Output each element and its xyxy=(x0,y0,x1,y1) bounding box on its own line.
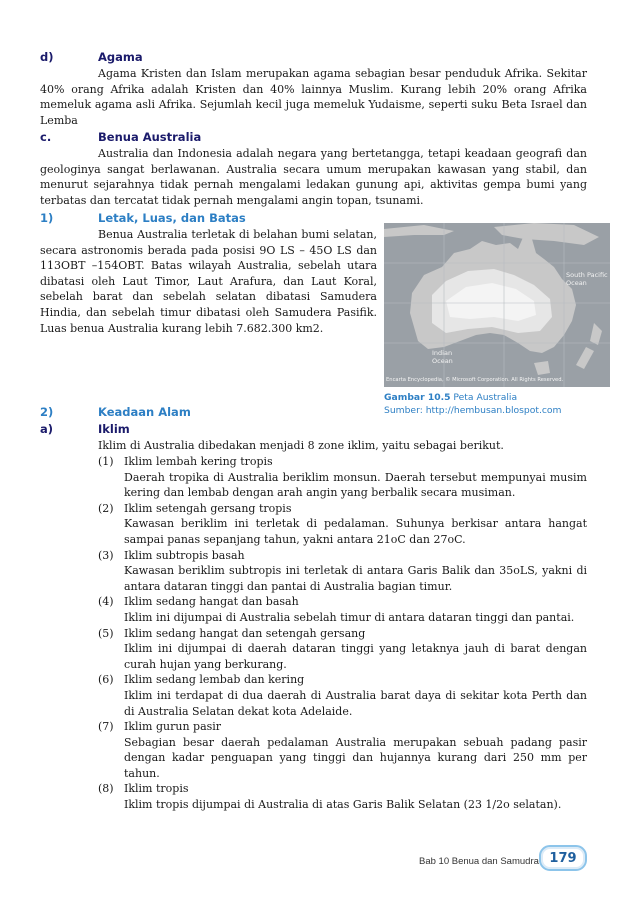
climate-zone-description: Iklim ini dijumpai di daerah dataran tinggi yang letaknya jauh di barat dengan curah hujan yang berkurang. xyxy=(124,642,587,671)
climate-zone-item xyxy=(98,594,587,625)
climate-zone-number: (8) xyxy=(98,782,114,796)
climate-zone-description: Daerah tropika di Australia beriklim monsun. Daerah tersebut mempunyai musim kering dan lembab dengan arah angin yang berbalik secara musiman. xyxy=(124,470,587,500)
australia-map xyxy=(384,223,610,387)
map-credit: Encarta Encyclopedia, © Microsoft Corporation. All Rights Reserved. xyxy=(386,377,564,383)
map-label-indian: Indian Ocean xyxy=(432,349,453,365)
climate-zone-description: Kawasan beriklim ini terletak di pedalaman. Suhunya berkisar antara hangat sampai panas sepanjang tahun, yakni antara 21oC dan 27oC. xyxy=(124,517,587,546)
page-number-badge xyxy=(539,845,587,871)
climate-zone-description: Sebagian besar daerah pedalaman Australia merupakan sebuah padang pasir dengan kadar penguapan yang tinggi dan hujannya kurang dari 250 mm per tahun. xyxy=(124,735,587,780)
climate-zone-description: Kawasan beriklim subtropis ini terletak di antara Garis Balik dan 35oLS, yakni di antara dataran tinggi dan pantai di Australia bagian timur. xyxy=(124,564,587,593)
agama-paragraph: Agama Kristen dan Islam merupakan agama sebagian besar penduduk Afrika. Sekitar 40% orang Afrika adalah Kristen dan 40% lainnya Muslim. Kurang lebih 20% orang Afrika memeluk agama asli Afrika. Sejumlah kecil juga memeluk Yudaisme, seperti suku Beta Israel dan Lemba xyxy=(40,67,587,127)
climate-zone-number: (4) xyxy=(98,595,114,609)
climate-zone-title: Iklim setengah gersang tropis xyxy=(124,501,292,515)
section-iklim-heading xyxy=(40,422,130,436)
section-title: Iklim xyxy=(98,422,130,436)
section-title: Agama xyxy=(98,50,143,64)
caption-label: Gambar 10.5 xyxy=(384,392,451,403)
figure-caption xyxy=(384,391,614,417)
climate-zone-title: Iklim lembah kering tropis xyxy=(124,455,273,468)
caption-source: Sumber: http://hembusan.blospot.com xyxy=(384,405,562,416)
section-title: Keadaan Alam xyxy=(98,405,191,419)
climate-zone-number: (1) xyxy=(98,455,114,468)
climate-zone-title: Iklim gurun pasir xyxy=(124,720,222,734)
climate-zone-number: (6) xyxy=(98,673,114,687)
iklim-list xyxy=(98,454,587,813)
iklim-intro: Iklim di Australia dibedakan menjadi 8 zone iklim, yaitu sebagai berikut. xyxy=(98,439,504,452)
climate-zone-title: Iklim sedang lembab dan kering xyxy=(124,673,305,687)
map-label-pacific: South Pacific Ocean xyxy=(566,271,608,287)
section-marker: d) xyxy=(40,50,54,64)
section-marker: 1) xyxy=(40,211,54,225)
section-agama-heading xyxy=(40,50,143,64)
climate-zone-description: Iklim tropis dijumpai di Australia di atas Garis Balik Selatan (23 1/2o selatan). xyxy=(124,798,562,812)
climate-zone-item xyxy=(98,781,587,812)
benua-paragraph: Australia dan Indonesia adalah negara yang bertetangga, tetapi keadaan geografi dan geologinya sangat berlawanan. Australia secara umum merupakan kawasan yang stabil, dan menurut sejarahnya tidak pernah mengalami ledakan gunung api, aktivitas gempa bumi yang terbatas dan tercatat tidak pernah mengalami angin topan, tsunami. xyxy=(40,147,587,207)
climate-zone-number: (3) xyxy=(98,548,114,562)
section-benua-heading xyxy=(40,130,202,144)
climate-zone-item xyxy=(98,672,587,719)
climate-zone-item xyxy=(98,548,587,595)
climate-zone-item xyxy=(98,501,587,548)
footer-chapter: Bab 10 Benua dan Samudra xyxy=(419,856,539,867)
climate-zone-number: (2) xyxy=(98,501,114,515)
climate-zone-item xyxy=(98,626,587,673)
climate-zone-description: Iklim ini dijumpai di Australia sebelah timur di antara dataran tinggi dan pantai. xyxy=(124,610,575,624)
letak-paragraph: Benua Australia terletak di belahan bumi selatan, secara astronomis berada pada posisi 9O LS – 45O LS dan 113OBT –154OBT. Batas wilayah Australia, sebelah utara dibatasi oleh Laut Timor, Laut Arafura, dan Laut Koral, sebelah barat dan sebelah selatan dibatasi Samudera Hindia, dan sebelah timur dibatasi oleh Samudera Pasifik. Luas benua Australia kurang lebih 7.682.300 km2. xyxy=(40,228,377,335)
climate-zone-item xyxy=(98,719,587,781)
climate-zone-number: (7) xyxy=(98,720,114,734)
section-title: Benua Australia xyxy=(98,130,202,144)
page-number: 179 xyxy=(549,850,577,866)
section-letak-heading xyxy=(40,211,246,225)
section-marker: a) xyxy=(40,422,54,436)
section-marker: 2) xyxy=(40,405,54,419)
climate-zone-title: Iklim sedang hangat dan basah xyxy=(124,595,299,609)
section-keadaan-heading xyxy=(40,405,191,419)
climate-zone-title: Iklim tropis xyxy=(124,782,189,796)
australia-map-image xyxy=(384,223,610,387)
climate-zone-title: Iklim sedang hangat dan setengah gersang xyxy=(124,626,366,640)
climate-zone-number: (5) xyxy=(98,626,114,640)
climate-zone-item xyxy=(98,454,587,501)
section-title: Letak, Luas, dan Batas xyxy=(98,211,246,225)
section-marker: c. xyxy=(40,130,52,144)
climate-zone-title: Iklim subtropis basah xyxy=(124,548,245,562)
climate-zone-description: Iklim ini terdapat di dua daerah di Australia barat daya di sekitar kota Perth dan di Australia Selatan dekat kota Adelaide. xyxy=(124,688,587,718)
caption-title: Peta Australia xyxy=(453,392,518,403)
